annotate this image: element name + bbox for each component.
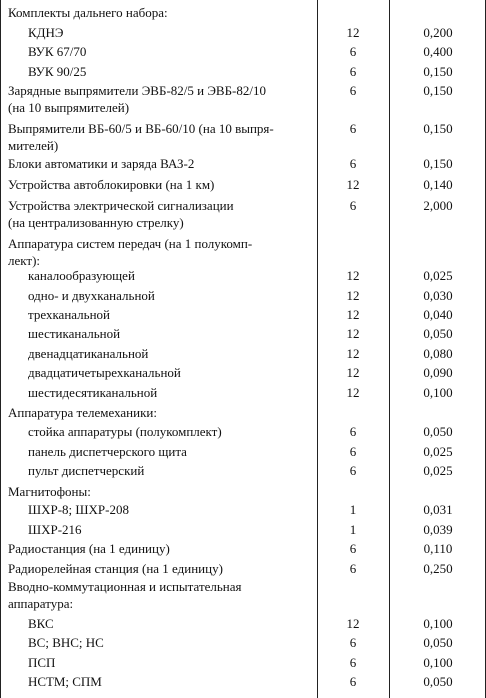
row-value-norm: 0,080	[423, 346, 453, 361]
row-label: НСТМ; СПМ	[28, 674, 102, 689]
row-value-norm: 0,090	[423, 365, 453, 380]
row-label: пульт диспетчерский	[28, 463, 145, 478]
row-value-period: 6	[349, 463, 357, 478]
row-label: ШХР-8; ШХР-208	[28, 502, 129, 517]
row-value-period: 6	[349, 121, 357, 136]
row-value-norm: 0,150	[423, 83, 453, 98]
row-label: Блоки автоматики и заряда ВАЗ-2	[8, 156, 195, 171]
row-label: Магнитофоны:	[8, 484, 91, 499]
row-value-norm: 0,100	[423, 616, 453, 631]
row-value-period: 1	[349, 502, 357, 517]
row-value-norm: 0,100	[423, 655, 453, 670]
row-label: Зарядные выпрямители ЭВБ-82/5 и ЭВБ-82/10 (на 10 выпрямителей)	[8, 83, 267, 115]
row-value-norm: 0,025	[423, 268, 453, 283]
row-value-period: 6	[349, 561, 357, 576]
row-value-period: 6	[349, 655, 357, 670]
row-label: Аппаратура систем передач (на 1 полукомп- лект):	[8, 236, 253, 268]
row-value-period: 6	[349, 198, 357, 213]
row-value-period: 6	[349, 674, 357, 689]
row-value-period: 6	[349, 44, 357, 59]
row-value-period: 12	[346, 25, 360, 40]
row-value-period: 6	[349, 83, 357, 98]
row-label: Устройства автоблокировки (на 1 км)	[8, 177, 215, 192]
row-value-norm: 2,000	[423, 198, 453, 213]
row-label: Аппаратура телемеханики:	[8, 405, 157, 420]
row-label: стойка аппаратуры (полукомплект)	[28, 424, 222, 439]
row-value-norm: 0,400	[423, 44, 453, 59]
row-label: Выпрямители ВБ-60/5 и ВБ-60/10 (на 10 выпря- мителей)	[8, 121, 274, 153]
row-value-period: 6	[349, 64, 357, 79]
row-value-period: 12	[346, 177, 360, 192]
row-label: ВКС	[28, 616, 54, 631]
row-value-period: 12	[346, 268, 360, 283]
row-value-period: 12	[346, 616, 360, 631]
row-value-norm: 0,031	[423, 502, 453, 517]
row-label: Устройства электрической сигнализации (на централизованную стрелку)	[8, 198, 234, 230]
row-label: Вводно-коммутационная и испытательная аппаратура:	[8, 579, 242, 611]
row-label: каналообразующей	[28, 268, 135, 283]
row-label: трехканальной	[28, 307, 110, 322]
row-value-norm: 0,110	[423, 541, 453, 556]
row-label: ВС; ВНС; НС	[28, 635, 104, 650]
row-value-norm: 0,050	[423, 674, 453, 689]
row-value-period: 6	[349, 156, 357, 171]
row-value-norm: 0,025	[423, 444, 453, 459]
row-label: ВУК 90/25	[28, 64, 87, 79]
row-label: двенадцатиканальной	[28, 346, 149, 361]
row-value-norm: 0,050	[423, 424, 453, 439]
row-label: Радиорелейная станция (на 1 единицу)	[8, 561, 223, 576]
row-value-period: 12	[346, 288, 360, 303]
row-value-norm: 0,200	[423, 25, 453, 40]
row-value-norm: 0,050	[423, 635, 453, 650]
row-value-norm: 0,150	[423, 64, 453, 79]
row-value-norm: 0,030	[423, 288, 453, 303]
row-value-norm: 0,039	[423, 522, 453, 537]
row-value-period: 1	[349, 522, 357, 537]
row-value-norm: 0,140	[423, 177, 453, 192]
row-label: панель диспетчерского щита	[28, 444, 187, 459]
row-value-norm: 0,040	[423, 307, 453, 322]
row-value-period: 6	[349, 635, 357, 650]
row-value-norm: 0,025	[423, 463, 453, 478]
row-value-norm: 0,250	[423, 561, 453, 576]
row-value-norm: 0,050	[423, 326, 453, 341]
row-label: КДНЭ	[28, 25, 64, 40]
row-label: Радиостанция (на 1 единицу)	[8, 541, 170, 556]
row-value-period: 6	[349, 424, 357, 439]
row-value-period: 12	[346, 365, 360, 380]
row-label: ШХР-216	[28, 522, 82, 537]
row-label: шестиканальной	[28, 326, 121, 341]
row-label: Комплекты дальнего набора:	[8, 5, 168, 20]
row-value-period: 12	[346, 346, 360, 361]
row-value-period: 12	[346, 326, 360, 341]
row-label: ПСП	[28, 655, 56, 670]
row-label: ВУК 67/70	[28, 44, 87, 59]
row-value-norm: 0,150	[423, 121, 453, 136]
row-value-period: 12	[346, 385, 360, 400]
row-value-period: 6	[349, 541, 357, 556]
row-value-period: 12	[346, 307, 360, 322]
table-border-left	[0, 0, 1, 698]
row-label: двадцатичетырехканальной	[28, 365, 181, 380]
row-label: одно- и двухканальной	[28, 288, 155, 303]
row-value-period: 6	[349, 444, 357, 459]
row-label: шестидесятиканальной	[28, 385, 158, 400]
row-value-norm: 0,150	[423, 156, 453, 171]
row-value-norm: 0,100	[423, 385, 453, 400]
